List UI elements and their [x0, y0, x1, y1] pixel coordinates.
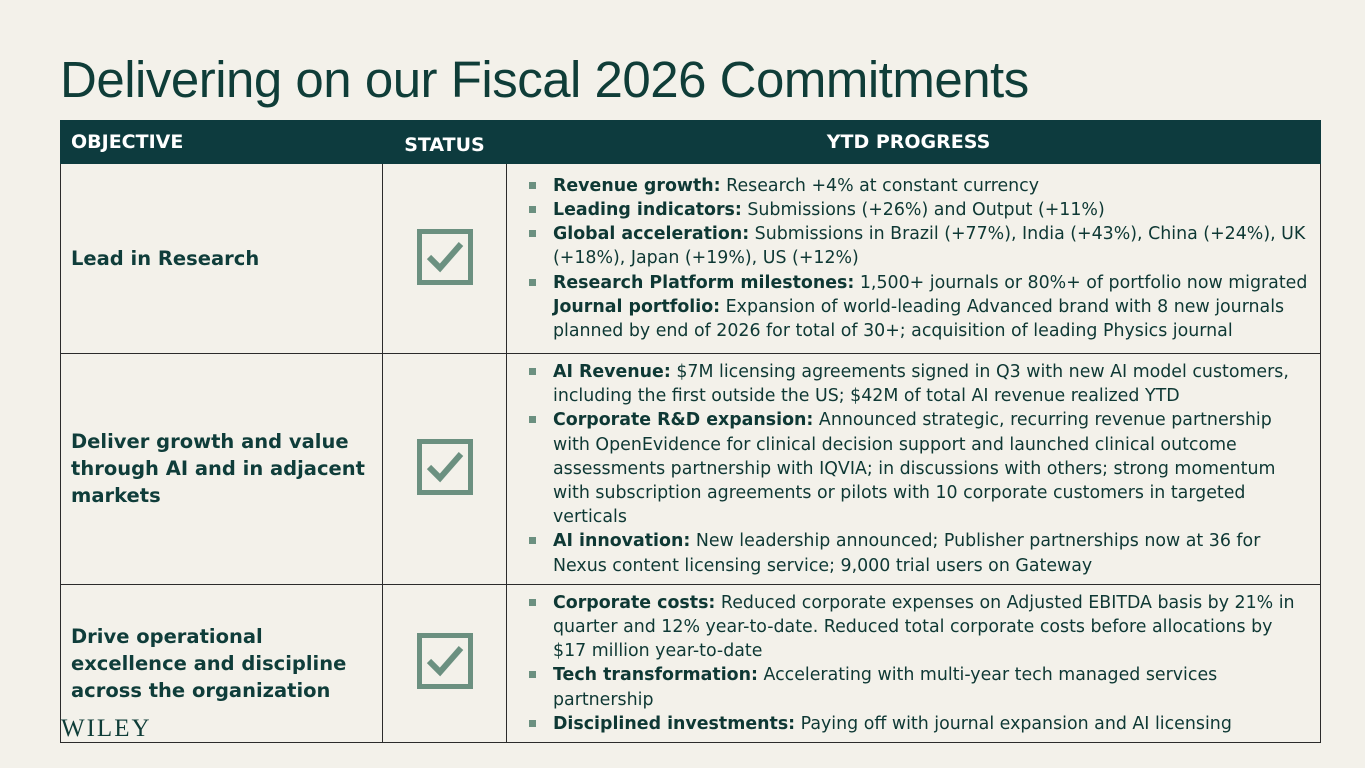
list-item: Global acceleration: Submissions in Brazil (+77%), India (+43%), China (+24%), UK (+18%), Japan (+19%), US (+12%)	[517, 222, 1310, 270]
list-item: Tech transformation: Accelerating with multi-year tech managed services partnership	[517, 663, 1310, 711]
status-cell	[383, 354, 507, 585]
header-objective: OBJECTIVE	[61, 121, 383, 164]
square-bullet-icon	[529, 368, 536, 375]
header-ytd-progress: YTD PROGRESS	[507, 121, 1321, 164]
table-row	[61, 164, 1321, 354]
list-item: Research Platform milestones: 1,500+ journals or 80%+ of portfolio now migrated	[517, 271, 1310, 295]
page-title: Delivering on our Fiscal 2026 Commitments	[60, 51, 1029, 108]
list-item: AI Revenue: $7M licensing agreements signed in Q3 with new AI model customers, including the first outside the US; $42M of total AI revenue realized YTD	[517, 360, 1310, 408]
list-item: Revenue growth: Research +4% at constant currency	[517, 174, 1310, 198]
table-header-row	[61, 121, 1321, 164]
list-item: Journal portfolio: Expansion of world-leading Advanced brand with 8 new journals planned by end of 2026 for total of 30+; acquisition of leading Physics journal	[553, 296, 1285, 341]
table-row	[61, 584, 1321, 742]
wiley-logo: WILEY	[61, 715, 152, 742]
square-bullet-icon	[529, 671, 536, 678]
header-status: STATUS	[383, 121, 507, 164]
checkbox-checked-icon	[417, 229, 473, 285]
progress-cell	[507, 164, 1321, 354]
objective-cell: Lead in Research	[61, 164, 383, 354]
progress-cell	[507, 584, 1321, 742]
square-bullet-icon	[529, 279, 536, 286]
checkbox-checked-icon	[417, 439, 473, 495]
commitments-table	[60, 120, 1321, 743]
square-bullet-icon	[529, 537, 536, 544]
objective-cell: Deliver growth and value through AI and in adjacent markets	[61, 354, 383, 585]
square-bullet-icon	[529, 182, 536, 189]
progress-list	[517, 360, 1310, 578]
progress-list	[517, 591, 1310, 736]
square-bullet-icon	[529, 416, 536, 423]
square-bullet-icon	[529, 206, 536, 213]
square-bullet-icon	[529, 230, 536, 237]
status-cell	[383, 164, 507, 354]
table-row	[61, 354, 1321, 585]
square-bullet-icon	[529, 720, 536, 727]
progress-cell	[507, 354, 1321, 585]
list-item: AI innovation: New leadership announced; Publisher partnerships now at 36 for Nexus content licensing service; 9,000 trial users on Gateway	[517, 529, 1310, 577]
objective-cell: Drive operational excellence and discipline across the organization	[61, 584, 383, 742]
status-cell	[383, 584, 507, 742]
list-item: Disciplined investments: Paying off with journal expansion and AI licensing	[517, 712, 1310, 736]
list-item: Leading indicators: Submissions (+26%) and Output (+11%)	[517, 198, 1310, 222]
list-item: Corporate R&D expansion: Announced strategic, recurring revenue partnership with OpenEvidence for clinical decision support and launched clinical outcome assessments partnership with IQVIA; in discussions with others; strong momentum with subscription agreements or pilots with 10 corporate customers in targeted verticals	[517, 408, 1310, 529]
list-item: Corporate costs: Reduced corporate expenses on Adjusted EBITDA basis by 21% in quarter and 12% year-to-date. Reduced total corporate costs before allocations by $17 million year-to-date	[517, 591, 1310, 664]
checkbox-checked-icon	[417, 633, 473, 689]
progress-list	[517, 174, 1310, 343]
square-bullet-icon	[529, 599, 536, 606]
